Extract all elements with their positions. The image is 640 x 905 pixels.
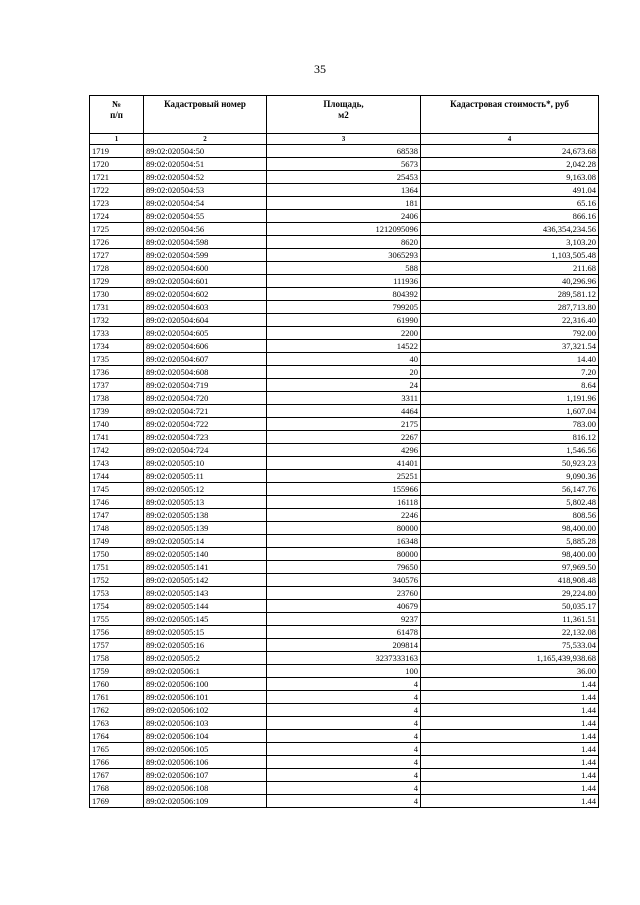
area-value: 3065293 bbox=[267, 249, 421, 262]
area-value: 2175 bbox=[267, 418, 421, 431]
table-row bbox=[90, 314, 599, 327]
table-row bbox=[90, 756, 599, 769]
header-cost-label: Кадастровая стоимость*, руб bbox=[450, 99, 569, 109]
table-body bbox=[90, 145, 599, 808]
cadastral-number: 89:02:020504:607 bbox=[144, 353, 267, 366]
table-row bbox=[90, 704, 599, 717]
cost-value: 5,885.28 bbox=[421, 535, 599, 548]
cadastral-number: 89:02:020506:103 bbox=[144, 717, 267, 730]
table-row bbox=[90, 249, 599, 262]
cost-value: 11,361.51 bbox=[421, 613, 599, 626]
row-index: 1760 bbox=[90, 678, 144, 691]
row-index: 1731 bbox=[90, 301, 144, 314]
table-row bbox=[90, 574, 599, 587]
table-row bbox=[90, 535, 599, 548]
cadastral-number: 89:02:020504:606 bbox=[144, 340, 267, 353]
cost-value: 98,400.00 bbox=[421, 548, 599, 561]
cost-value: 5,802.48 bbox=[421, 496, 599, 509]
row-index: 1724 bbox=[90, 210, 144, 223]
cost-value: 56,147.76 bbox=[421, 483, 599, 496]
cost-value: 436,354,234.56 bbox=[421, 223, 599, 236]
row-index: 1765 bbox=[90, 743, 144, 756]
cadastral-number: 89:02:020504:605 bbox=[144, 327, 267, 340]
row-index: 1729 bbox=[90, 275, 144, 288]
area-value: 4 bbox=[267, 782, 421, 795]
cost-value: 1.44 bbox=[421, 795, 599, 808]
cadastral-number: 89:02:020505:13 bbox=[144, 496, 267, 509]
table-row bbox=[90, 470, 599, 483]
area-value: 9237 bbox=[267, 613, 421, 626]
cost-value: 287,713.80 bbox=[421, 301, 599, 314]
table-row bbox=[90, 600, 599, 613]
table-row bbox=[90, 522, 599, 535]
row-index: 1764 bbox=[90, 730, 144, 743]
area-value: 4 bbox=[267, 730, 421, 743]
header-cadastral-number bbox=[144, 96, 267, 134]
row-index: 1742 bbox=[90, 444, 144, 457]
cadastral-number: 89:02:020506:105 bbox=[144, 743, 267, 756]
row-index: 1767 bbox=[90, 769, 144, 782]
cadastral-number: 89:02:020504:51 bbox=[144, 158, 267, 171]
cost-value: 816.12 bbox=[421, 431, 599, 444]
area-value: 25453 bbox=[267, 171, 421, 184]
area-value: 25251 bbox=[267, 470, 421, 483]
area-value: 14522 bbox=[267, 340, 421, 353]
table-row bbox=[90, 639, 599, 652]
table-row bbox=[90, 626, 599, 639]
cost-value: 289,581.12 bbox=[421, 288, 599, 301]
area-value: 5673 bbox=[267, 158, 421, 171]
row-index: 1754 bbox=[90, 600, 144, 613]
cost-value: 1,165,439,938.68 bbox=[421, 652, 599, 665]
row-index: 1749 bbox=[90, 535, 144, 548]
row-index: 1769 bbox=[90, 795, 144, 808]
area-value: 209814 bbox=[267, 639, 421, 652]
page-number: 35 bbox=[314, 62, 326, 76]
row-index: 1732 bbox=[90, 314, 144, 327]
table-row bbox=[90, 418, 599, 431]
column-numbers-row bbox=[90, 134, 599, 145]
table-row bbox=[90, 197, 599, 210]
cadastral-number: 89:02:020504:50 bbox=[144, 145, 267, 158]
row-index: 1741 bbox=[90, 431, 144, 444]
table-row bbox=[90, 782, 599, 795]
row-index: 1728 bbox=[90, 262, 144, 275]
cost-value: 866.16 bbox=[421, 210, 599, 223]
cadastral-number: 89:02:020504:598 bbox=[144, 236, 267, 249]
area-value: 4 bbox=[267, 743, 421, 756]
row-index: 1721 bbox=[90, 171, 144, 184]
row-index: 1725 bbox=[90, 223, 144, 236]
cadastral-number: 89:02:020505:10 bbox=[144, 457, 267, 470]
cadastral-number: 89:02:020505:142 bbox=[144, 574, 267, 587]
cost-value: 14.40 bbox=[421, 353, 599, 366]
cost-value: 1.44 bbox=[421, 769, 599, 782]
cost-value: 40,296.96 bbox=[421, 275, 599, 288]
area-value: 61990 bbox=[267, 314, 421, 327]
area-value: 24 bbox=[267, 379, 421, 392]
header-index-label: № п/п bbox=[110, 99, 123, 120]
area-value: 340576 bbox=[267, 574, 421, 587]
cadastral-number: 89:02:020505:16 bbox=[144, 639, 267, 652]
row-index: 1757 bbox=[90, 639, 144, 652]
row-index: 1747 bbox=[90, 509, 144, 522]
row-index: 1735 bbox=[90, 353, 144, 366]
cadastral-number: 89:02:020506:102 bbox=[144, 704, 267, 717]
cadastral-number: 89:02:020505:144 bbox=[144, 600, 267, 613]
cost-value: 50,923.23 bbox=[421, 457, 599, 470]
header-area bbox=[267, 96, 421, 134]
cadastral-number: 89:02:020506:100 bbox=[144, 678, 267, 691]
row-index: 1719 bbox=[90, 145, 144, 158]
header-index bbox=[90, 96, 144, 134]
row-index: 1750 bbox=[90, 548, 144, 561]
table-row bbox=[90, 483, 599, 496]
cadastral-number: 89:02:020505:14 bbox=[144, 535, 267, 548]
cadastral-number: 89:02:020504:719 bbox=[144, 379, 267, 392]
cadastral-number: 89:02:020506:104 bbox=[144, 730, 267, 743]
row-index: 1736 bbox=[90, 366, 144, 379]
row-index: 1761 bbox=[90, 691, 144, 704]
cost-value: 9,163.08 bbox=[421, 171, 599, 184]
header-cadastral-number-label: Кадастровый номер bbox=[164, 99, 246, 109]
table-row bbox=[90, 158, 599, 171]
cost-value: 65.16 bbox=[421, 197, 599, 210]
row-index: 1752 bbox=[90, 574, 144, 587]
cost-value: 1,191.96 bbox=[421, 392, 599, 405]
table-row bbox=[90, 366, 599, 379]
cost-value: 1.44 bbox=[421, 730, 599, 743]
column-number: 3 bbox=[267, 134, 421, 145]
cadastral-number: 89:02:020505:138 bbox=[144, 509, 267, 522]
area-value: 4 bbox=[267, 795, 421, 808]
cadastral-number: 89:02:020505:11 bbox=[144, 470, 267, 483]
row-index: 1720 bbox=[90, 158, 144, 171]
table-row bbox=[90, 457, 599, 470]
row-index: 1763 bbox=[90, 717, 144, 730]
table-row bbox=[90, 665, 599, 678]
cost-value: 75,533.04 bbox=[421, 639, 599, 652]
cadastral-number: 89:02:020506:101 bbox=[144, 691, 267, 704]
row-index: 1751 bbox=[90, 561, 144, 574]
table-row bbox=[90, 496, 599, 509]
table-row bbox=[90, 275, 599, 288]
cadastral-number: 89:02:020505:145 bbox=[144, 613, 267, 626]
cost-value: 1.44 bbox=[421, 704, 599, 717]
cadastral-number: 89:02:020504:600 bbox=[144, 262, 267, 275]
table-row bbox=[90, 340, 599, 353]
cost-value: 1.44 bbox=[421, 691, 599, 704]
cost-value: 1.44 bbox=[421, 756, 599, 769]
table-row bbox=[90, 262, 599, 275]
cost-value: 9,090.36 bbox=[421, 470, 599, 483]
cadastral-number: 89:02:020505:15 bbox=[144, 626, 267, 639]
area-value: 4 bbox=[267, 717, 421, 730]
cadastral-number: 89:02:020506:106 bbox=[144, 756, 267, 769]
row-index: 1727 bbox=[90, 249, 144, 262]
cost-value: 792.00 bbox=[421, 327, 599, 340]
row-index: 1755 bbox=[90, 613, 144, 626]
area-value: 4 bbox=[267, 769, 421, 782]
area-value: 804392 bbox=[267, 288, 421, 301]
row-index: 1740 bbox=[90, 418, 144, 431]
cost-value: 97,969.50 bbox=[421, 561, 599, 574]
table-row bbox=[90, 548, 599, 561]
cost-value: 1.44 bbox=[421, 743, 599, 756]
area-value: 155966 bbox=[267, 483, 421, 496]
row-index: 1723 bbox=[90, 197, 144, 210]
header-cost bbox=[421, 96, 599, 134]
cadastral-number: 89:02:020504:720 bbox=[144, 392, 267, 405]
cadastral-number: 89:02:020505:2 bbox=[144, 652, 267, 665]
cost-value: 8.64 bbox=[421, 379, 599, 392]
row-index: 1726 bbox=[90, 236, 144, 249]
cadastral-number: 89:02:020504:56 bbox=[144, 223, 267, 236]
table-row bbox=[90, 613, 599, 626]
area-value: 80000 bbox=[267, 522, 421, 535]
table-row bbox=[90, 184, 599, 197]
row-index: 1733 bbox=[90, 327, 144, 340]
area-value: 8620 bbox=[267, 236, 421, 249]
row-index: 1762 bbox=[90, 704, 144, 717]
table-row bbox=[90, 743, 599, 756]
area-value: 4 bbox=[267, 691, 421, 704]
area-value: 16348 bbox=[267, 535, 421, 548]
row-index: 1756 bbox=[90, 626, 144, 639]
table-row bbox=[90, 587, 599, 600]
area-value: 40679 bbox=[267, 600, 421, 613]
area-value: 23760 bbox=[267, 587, 421, 600]
row-index: 1739 bbox=[90, 405, 144, 418]
cadastral-number: 89:02:020505:143 bbox=[144, 587, 267, 600]
area-value: 2267 bbox=[267, 431, 421, 444]
row-index: 1744 bbox=[90, 470, 144, 483]
cadastral-number: 89:02:020505:139 bbox=[144, 522, 267, 535]
row-index: 1748 bbox=[90, 522, 144, 535]
cadastral-number: 89:02:020504:599 bbox=[144, 249, 267, 262]
area-value: 181 bbox=[267, 197, 421, 210]
area-value: 111936 bbox=[267, 275, 421, 288]
table-row bbox=[90, 392, 599, 405]
table-row bbox=[90, 288, 599, 301]
row-index: 1734 bbox=[90, 340, 144, 353]
area-value: 61478 bbox=[267, 626, 421, 639]
area-value: 4296 bbox=[267, 444, 421, 457]
row-index: 1766 bbox=[90, 756, 144, 769]
row-index: 1738 bbox=[90, 392, 144, 405]
area-value: 80000 bbox=[267, 548, 421, 561]
area-value: 79650 bbox=[267, 561, 421, 574]
cost-value: 24,673.68 bbox=[421, 145, 599, 158]
cost-value: 7.20 bbox=[421, 366, 599, 379]
table-row bbox=[90, 327, 599, 340]
cost-value: 1,546.56 bbox=[421, 444, 599, 457]
table-header-row bbox=[90, 96, 599, 134]
table-row bbox=[90, 379, 599, 392]
cost-value: 3,103.20 bbox=[421, 236, 599, 249]
table-row bbox=[90, 509, 599, 522]
cadastral-number: 89:02:020506:1 bbox=[144, 665, 267, 678]
cadastral-number: 89:02:020506:107 bbox=[144, 769, 267, 782]
cost-value: 2,042.28 bbox=[421, 158, 599, 171]
area-value: 1364 bbox=[267, 184, 421, 197]
table-row bbox=[90, 171, 599, 184]
area-value: 2200 bbox=[267, 327, 421, 340]
area-value: 100 bbox=[267, 665, 421, 678]
cadastral-number: 89:02:020504:53 bbox=[144, 184, 267, 197]
table-row bbox=[90, 652, 599, 665]
area-value: 41401 bbox=[267, 457, 421, 470]
cadastral-number: 89:02:020504:722 bbox=[144, 418, 267, 431]
column-number: 1 bbox=[90, 134, 144, 145]
table-row bbox=[90, 223, 599, 236]
area-value: 3237333163 bbox=[267, 652, 421, 665]
row-index: 1743 bbox=[90, 457, 144, 470]
table-row bbox=[90, 717, 599, 730]
row-index: 1759 bbox=[90, 665, 144, 678]
table-row bbox=[90, 236, 599, 249]
header-area-label: Площадь, м2 bbox=[323, 99, 364, 120]
area-value: 40 bbox=[267, 353, 421, 366]
row-index: 1722 bbox=[90, 184, 144, 197]
cadastral-number: 89:02:020504:602 bbox=[144, 288, 267, 301]
cost-value: 1.44 bbox=[421, 678, 599, 691]
cost-value: 418,908.48 bbox=[421, 574, 599, 587]
table-row bbox=[90, 730, 599, 743]
cost-value: 29,224.80 bbox=[421, 587, 599, 600]
row-index: 1746 bbox=[90, 496, 144, 509]
table-row bbox=[90, 353, 599, 366]
table-row bbox=[90, 431, 599, 444]
cost-value: 37,321.54 bbox=[421, 340, 599, 353]
table-row bbox=[90, 769, 599, 782]
area-value: 2406 bbox=[267, 210, 421, 223]
cost-value: 22,316.40 bbox=[421, 314, 599, 327]
cadastral-number: 89:02:020504:601 bbox=[144, 275, 267, 288]
row-index: 1753 bbox=[90, 587, 144, 600]
cadastral-number: 89:02:020505:12 bbox=[144, 483, 267, 496]
area-value: 4 bbox=[267, 704, 421, 717]
cost-value: 98,400.00 bbox=[421, 522, 599, 535]
column-number: 4 bbox=[421, 134, 599, 145]
cadastral-number: 89:02:020504:603 bbox=[144, 301, 267, 314]
cost-value: 1.44 bbox=[421, 717, 599, 730]
cost-value: 50,035.17 bbox=[421, 600, 599, 613]
area-value: 4464 bbox=[267, 405, 421, 418]
table-row bbox=[90, 301, 599, 314]
table-row bbox=[90, 145, 599, 158]
cadastral-number: 89:02:020504:55 bbox=[144, 210, 267, 223]
cadastral-number: 89:02:020504:54 bbox=[144, 197, 267, 210]
cost-value: 1,103,505.48 bbox=[421, 249, 599, 262]
cadastral-number: 89:02:020506:109 bbox=[144, 795, 267, 808]
cadastral-number: 89:02:020504:604 bbox=[144, 314, 267, 327]
area-value: 3311 bbox=[267, 392, 421, 405]
table-row bbox=[90, 678, 599, 691]
cadastral-number: 89:02:020504:52 bbox=[144, 171, 267, 184]
area-value: 799205 bbox=[267, 301, 421, 314]
table-row bbox=[90, 561, 599, 574]
area-value: 2246 bbox=[267, 509, 421, 522]
table-row bbox=[90, 795, 599, 808]
area-value: 4 bbox=[267, 756, 421, 769]
cadastral-number: 89:02:020504:608 bbox=[144, 366, 267, 379]
cost-value: 783.00 bbox=[421, 418, 599, 431]
table-row bbox=[90, 444, 599, 457]
column-number: 2 bbox=[144, 134, 267, 145]
cadastral-number: 89:02:020505:141 bbox=[144, 561, 267, 574]
table-row bbox=[90, 210, 599, 223]
table-row bbox=[90, 691, 599, 704]
area-value: 1212095096 bbox=[267, 223, 421, 236]
cadastral-number: 89:02:020505:140 bbox=[144, 548, 267, 561]
cost-value: 22,132.08 bbox=[421, 626, 599, 639]
area-value: 20 bbox=[267, 366, 421, 379]
row-index: 1737 bbox=[90, 379, 144, 392]
cost-value: 808.56 bbox=[421, 509, 599, 522]
cost-value: 1.44 bbox=[421, 782, 599, 795]
row-index: 1730 bbox=[90, 288, 144, 301]
cadastral-table bbox=[89, 95, 599, 808]
cost-value: 36.00 bbox=[421, 665, 599, 678]
cost-value: 1,607.04 bbox=[421, 405, 599, 418]
area-value: 16118 bbox=[267, 496, 421, 509]
cadastral-number: 89:02:020504:723 bbox=[144, 431, 267, 444]
table-row bbox=[90, 405, 599, 418]
cadastral-number: 89:02:020506:108 bbox=[144, 782, 267, 795]
area-value: 68538 bbox=[267, 145, 421, 158]
area-value: 588 bbox=[267, 262, 421, 275]
row-index: 1758 bbox=[90, 652, 144, 665]
cadastral-number: 89:02:020504:721 bbox=[144, 405, 267, 418]
row-index: 1745 bbox=[90, 483, 144, 496]
cost-value: 491.04 bbox=[421, 184, 599, 197]
cost-value: 211.68 bbox=[421, 262, 599, 275]
area-value: 4 bbox=[267, 678, 421, 691]
cadastral-number: 89:02:020504:724 bbox=[144, 444, 267, 457]
row-index: 1768 bbox=[90, 782, 144, 795]
